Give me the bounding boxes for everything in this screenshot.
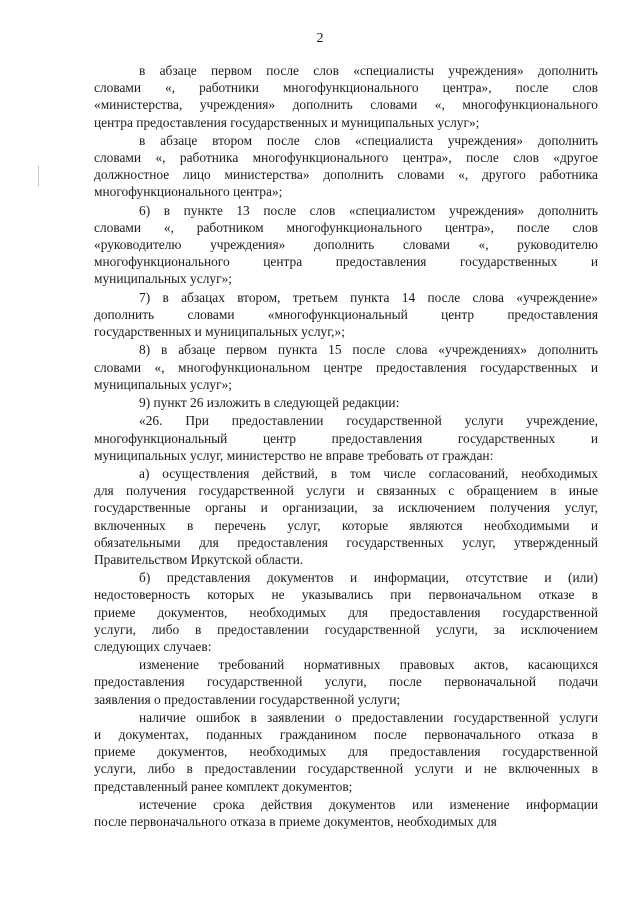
text-line: Правительством Иркутской области. [94, 551, 304, 567]
text-line: центра предоставления государственных и муниципальных услуг»; [94, 114, 480, 130]
text-line: многофункциональный центр предоставления государственных и [94, 430, 598, 446]
text-line: представленный ранее комплект документов; [94, 778, 353, 794]
text-line: изменение требований нормативных правовых актов, касающихся [139, 657, 598, 673]
paragraph [94, 132, 598, 201]
text-line: обязательными для предоставления государственных услуг, утвержденный [94, 534, 598, 550]
text-line: «26. При предоставлении государственной услуги учреждение, [139, 413, 598, 429]
text-line: включенных в перечень услуг, которые являются необходимыми и [94, 517, 598, 533]
text-line: 8) в абзаце первом пункта 15 после слова «учреждениях» дополнить [139, 342, 598, 358]
text-line: 7) в абзацах втором, третьем пункта 14 после слова «учреждение» [139, 289, 598, 305]
text-line: следующих случаев: [94, 638, 212, 654]
text-line: государственные органы и организации, за исключением получения услуг, [94, 500, 598, 516]
text-line: многофункционального центра предоставления государственных и [94, 254, 598, 270]
paragraph [94, 709, 598, 795]
text-line: «министерства, учреждения» дополнить словами «, многофункционального [94, 97, 598, 113]
paragraph [94, 465, 598, 568]
text-line: «руководителю учреждения» дополнить словами «, руководителю [94, 237, 598, 253]
text-line: в абзаце втором после слов «специалиста учреждения» дополнить [139, 132, 598, 148]
text-line: должностное лицо министерства» дополнить словами «, другого работника [94, 167, 598, 183]
text-line: 9) пункт 26 изложить в следующей редакции: [139, 395, 400, 411]
text-line: после первоначального отказа в приеме документов, необходимых для [94, 814, 497, 830]
paragraph [94, 796, 598, 830]
text-line: истечение срока действия документов или изменение информации [139, 796, 598, 812]
text-line: в абзаце первом после слов «специалисты учреждения» дополнить [139, 63, 598, 78]
text-line: наличие ошибок в заявлении о предоставлении государственной услуги [139, 709, 598, 725]
paragraph [94, 394, 598, 411]
paragraph [94, 569, 598, 655]
text-line: муниципальных услуг»; [94, 376, 232, 392]
text-line: многофункционального центра»; [94, 184, 283, 200]
text-line: словами «, работника многофункционального центра», после слов «другое [94, 150, 598, 166]
text-line: услуги, либо в предоставлении государственной услуги и не включенных в [94, 761, 598, 777]
text-line: предоставления государственной услуги, после первоначальной подачи [94, 674, 598, 690]
text-line: приеме документов, необходимых для предоставления государственной [94, 744, 598, 760]
text-line: 6) в пункте 13 после слов «специалистом учреждения» дополнить [139, 202, 598, 218]
text-line: государственных и муниципальных услуг,»; [94, 324, 345, 340]
text-line: словами «, работники многофункционального центра», после слов [94, 80, 598, 96]
text-line: словами «, работником многофункционального центра», после слов [94, 219, 598, 235]
text-line: приеме документов, необходимых для предоставления государственной [94, 604, 598, 620]
document-body [94, 62, 598, 830]
text-line: муниципальных услуг»; [94, 271, 232, 287]
text-line: заявления о предоставлении государственной услуги; [94, 691, 401, 707]
text-line: муниципальных услуг, министерство не вправе требовать от граждан: [94, 447, 494, 463]
text-line: для получения государственной услуги и связанных с обращением в иные [94, 483, 598, 499]
paragraph [94, 62, 598, 131]
text-line: и документах, поданных гражданином после первоначального отказа в [94, 727, 598, 743]
page-number: 2 [316, 31, 324, 46]
paragraph [94, 412, 598, 464]
text-line: б) представления документов и информации, отсутствие и (или) [139, 570, 598, 586]
text-line: дополнить словами «многофункциональный центр предоставления [94, 306, 598, 322]
text-line: словами «, многофункциональном центре предоставления государственных и [94, 359, 598, 375]
paragraph [94, 341, 598, 393]
paragraph [94, 656, 598, 708]
paragraph [94, 202, 598, 288]
text-line: недостоверность которых не указывались при первоначальном отказе в [94, 587, 598, 603]
margin-mark [38, 165, 39, 187]
text-line: услуги, либо в предоставлении государственной услуги, за исключением [94, 621, 598, 637]
text-line: а) осуществления действий, в том числе согласований, необходимых [139, 465, 598, 481]
paragraph [94, 289, 598, 341]
